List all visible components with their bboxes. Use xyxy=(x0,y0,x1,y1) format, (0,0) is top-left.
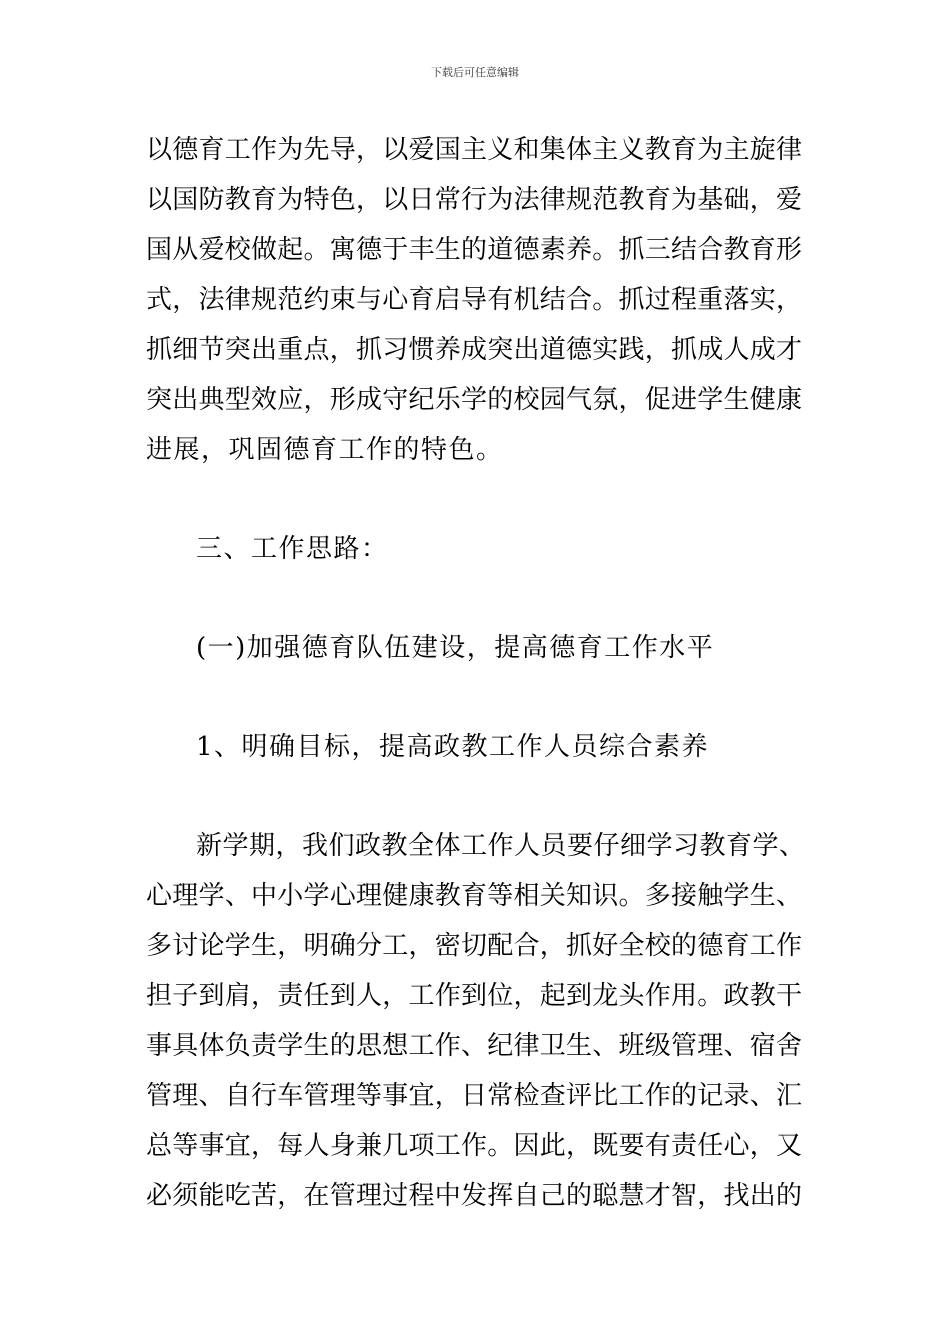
subsection-heading: (一)加强德育队伍建设，提高德育工作水平 xyxy=(196,633,715,663)
paragraph-line: 国从爱校做起。寓德于丰生的道德素养。抓三结合教育形 xyxy=(146,235,803,265)
paragraph-line: 进展，巩固德育工作的特色。 xyxy=(146,435,504,465)
paragraph-line: 突出典型效应，形成守纪乐学的校园气氛，促进学生健康 xyxy=(146,385,803,415)
paragraph-line: 多讨论学生，明确分工，密切配合，抓好全校的德育工作 xyxy=(146,931,803,961)
paragraph-line: 抓细节突出重点，抓习惯养成突出道德实践，抓成人成才 xyxy=(146,335,803,365)
paragraph-line: 以国防教育为特色，以日常行为法律规范教育为基础，爱 xyxy=(146,185,803,215)
paragraph-line: 总等事宜，每人身兼几项工作。因此，既要有责任心，又 xyxy=(146,1131,803,1161)
paragraph-line: 心理学、中小学心理健康教育等相关知识。多接触学生、 xyxy=(146,881,803,911)
page-header: 下载后可任意编辑 xyxy=(431,66,519,79)
paragraph-line: 必须能吃苦，在管理过程中发挥自己的聪慧才智，找出的 xyxy=(146,1181,803,1211)
paragraph-line: 担子到肩，责任到人，工作到位，起到龙头作用。政教干 xyxy=(146,981,803,1011)
paragraph-line: 以德育工作为先导，以爱国主义和集体主义教育为主旋律 xyxy=(146,135,803,165)
paragraph-line: 式，法律规范约束与心育启导有机结合。抓过程重落实， xyxy=(146,285,803,315)
section-heading: 三、工作思路： xyxy=(196,534,389,564)
item-heading: 1、明确目标，提高政教工作人员综合素养 xyxy=(196,732,710,762)
paragraph-line: 管理、自行车管理等事宜，日常检查评比工作的记录、汇 xyxy=(146,1081,803,1111)
paragraph-line: 新学期，我们政教全体工作人员要仔细学习教育学、 xyxy=(196,831,806,861)
paragraph-line: 事具体负责学生的思想工作、纪律卫生、班级管理、宿舍 xyxy=(146,1031,803,1061)
